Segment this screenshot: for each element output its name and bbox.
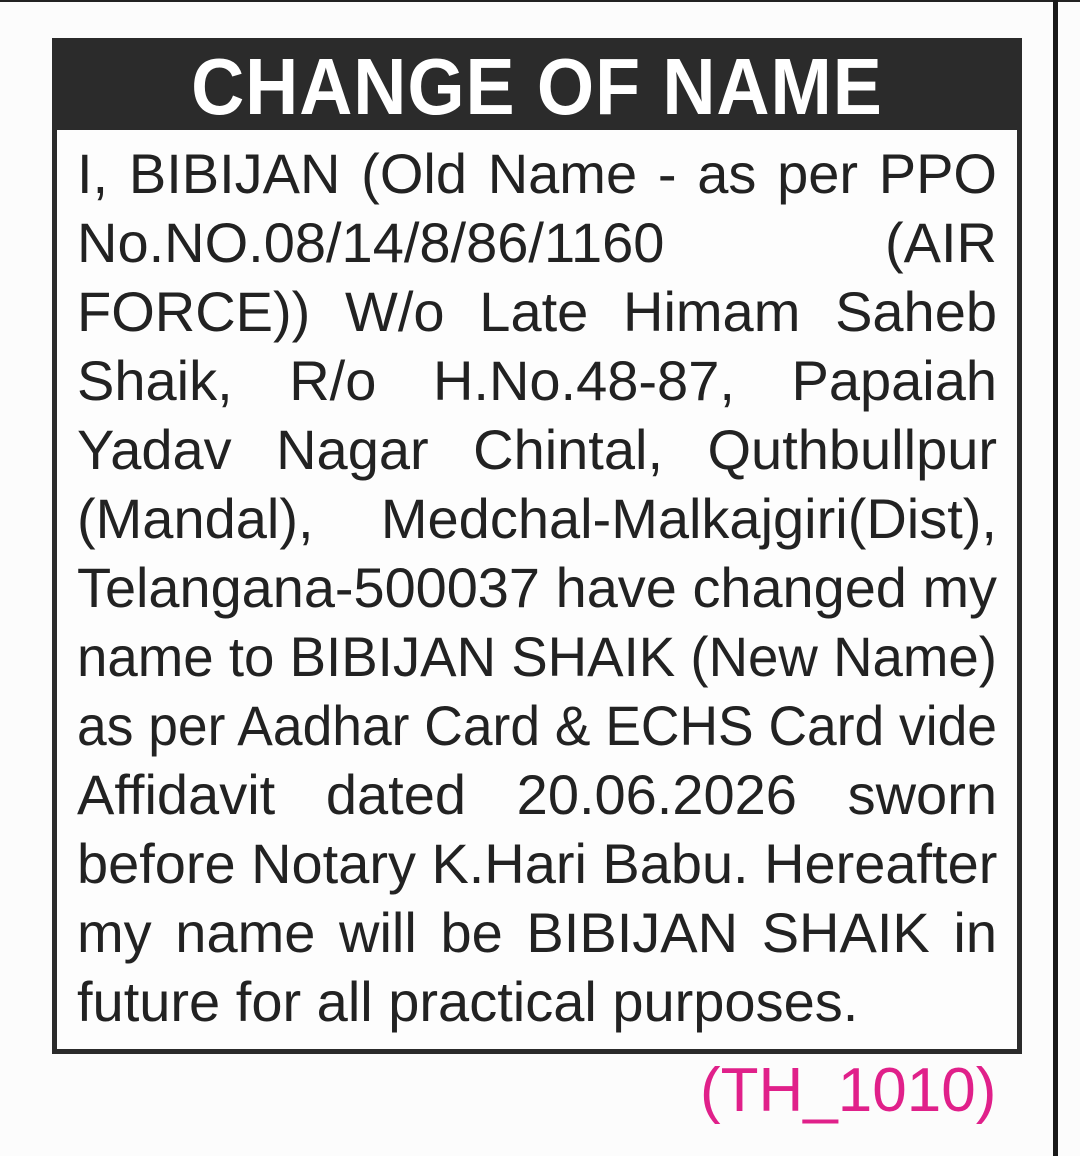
notice-line: FORCE)) W/o Late Himam Saheb [77, 280, 997, 343]
reference-code: (TH_1010) [700, 1056, 997, 1125]
notice-line: Shaik, R/o H.No.48-87, Papaiah [77, 349, 997, 412]
change-of-name-notice [52, 38, 1022, 1054]
column-divider [1053, 0, 1058, 1156]
notice-line: before Notary K.Hari Babu. Hereafter [77, 832, 998, 895]
notice-line: future for all practical purposes. [77, 970, 859, 1033]
notice-title: CHANGE OF NAME [191, 41, 883, 131]
notice-header [57, 43, 1017, 130]
notice-line: I, BIBIJAN (Old Name - as per PPO [77, 142, 997, 205]
notice-line: name to BIBIJAN SHAIK (New Name) [77, 625, 997, 688]
notice-line: my name will be BIBIJAN SHAIK in [77, 901, 997, 964]
notice-line: (Mandal), Medchal-Malkajgiri(Dist), [77, 487, 997, 550]
top-divider [0, 0, 1080, 2]
notice-line: No.NO.08/14/8/86/1160 (AIR [77, 211, 997, 274]
notice-body [77, 139, 997, 1036]
notice-line: Yadav Nagar Chintal, Quthbullpur [77, 418, 997, 481]
notice-line: Telangana-500037 have changed my [77, 556, 997, 619]
notice-line: Affidavit dated 20.06.2026 sworn [77, 763, 997, 826]
notice-line: as per Aadhar Card & ECHS Card vide [77, 694, 997, 757]
